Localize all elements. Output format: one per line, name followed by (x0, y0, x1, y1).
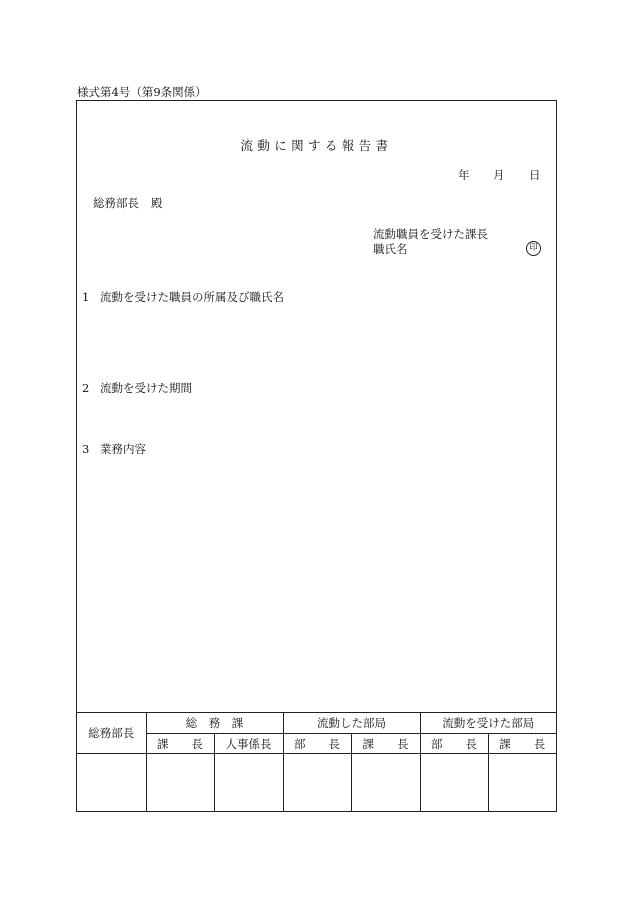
item-2 (82, 380, 192, 396)
addressee (93, 195, 163, 211)
approval-group-receiving-dept: 流動を受けた部局 (420, 713, 556, 734)
approval-stamp-cell[interactable] (351, 754, 420, 812)
approval-header-general-affairs-director: 総務部長 (77, 713, 146, 754)
approval-role: 人事係長 (214, 734, 283, 754)
report-form (76, 100, 557, 812)
approval-stamp-cell[interactable] (488, 754, 556, 812)
form-number-label: 様式第4号（第9条関係） (77, 85, 207, 99)
item-text: 業務内容 (100, 442, 146, 456)
approval-stamp-cell[interactable] (214, 754, 283, 812)
approval-group-source-dept: 流動した部局 (283, 713, 420, 734)
approval-role: 課 長 (146, 734, 214, 754)
approval-role: 部 長 (420, 734, 488, 754)
approval-stamp-cell[interactable] (77, 754, 146, 812)
approval-group-general-affairs: 総 務 課 (146, 713, 283, 734)
approval-role: 課 長 (488, 734, 556, 754)
item-number: 2 (82, 381, 90, 395)
item-text: 流動を受けた職員の所属及び職氏名 (100, 290, 284, 304)
item-number: 1 (82, 290, 90, 304)
date-year-label: 年 (458, 168, 470, 182)
item-text: 流動を受けた期間 (100, 381, 192, 395)
date-day-label: 日 (529, 168, 541, 182)
form-title: 流動に関する報告書 (240, 138, 393, 153)
signer-name-label: 職氏名 (373, 242, 408, 256)
date-month-label: 月 (493, 168, 505, 182)
approval-table (77, 712, 556, 811)
approval-stamp-cell[interactable] (146, 754, 214, 812)
item-number: 3 (82, 442, 90, 456)
seal-mark: 印 (526, 241, 541, 256)
item-3 (82, 441, 146, 457)
approval-stamp-cell[interactable] (420, 754, 488, 812)
signer-title: 流動職員を受けた課長 (373, 227, 488, 241)
addressee-name: 総務部長 (93, 196, 139, 210)
approval-stamp-cell[interactable] (283, 754, 351, 812)
item-1 (82, 289, 284, 305)
approval-role: 課 長 (351, 734, 420, 754)
approval-role: 部 長 (283, 734, 351, 754)
addressee-honorific: 殿 (151, 196, 163, 210)
